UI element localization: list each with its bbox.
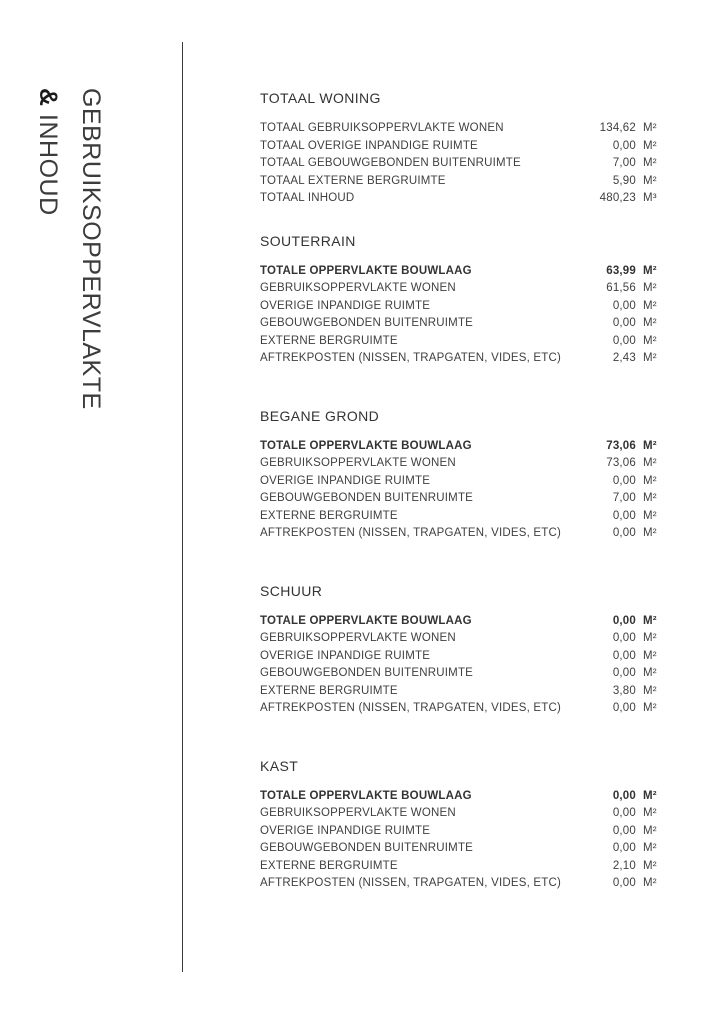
- measurement-row: [260, 525, 658, 543]
- row-unit: M²: [643, 439, 657, 452]
- row-label: AFTREKPOSTEN (NISSEN, TRAPGATEN, VIDES, ETC): [260, 877, 562, 889]
- section-totaal-woning: [260, 91, 658, 208]
- row-label: TOTAAL GEBRUIKSOPPERVLAKTE WONEN: [260, 122, 504, 134]
- row-unit: M²: [643, 649, 657, 662]
- measurement-row-total: [260, 613, 658, 631]
- row-label: OVERIGE INPANDIGE RUIMTE: [260, 824, 431, 837]
- row-label: EXTERNE BERGRUIMTE: [260, 684, 398, 697]
- row-unit: M²: [643, 474, 657, 487]
- measurement-row: [260, 805, 658, 823]
- row-unit: M²: [643, 457, 657, 469]
- row-value: 0,00: [612, 299, 636, 312]
- row-label: GEBRUIKSOPPERVLAKTE WONEN: [260, 632, 456, 644]
- row-label: GEBRUIKSOPPERVLAKTE WONEN: [260, 807, 456, 819]
- measurements-content: [260, 91, 658, 934]
- measurement-row: [260, 298, 658, 316]
- row-unit: M²: [643, 842, 657, 854]
- section-heading: BEGANE GROND: [260, 407, 380, 424]
- row-label: AFTREKPOSTEN (NISSEN, TRAPGATEN, VIDES, ETC): [260, 527, 562, 539]
- section-heading: TOTAAL WONING: [260, 90, 381, 106]
- row-value: 134,62: [599, 122, 636, 134]
- row-label: TOTAAL OVERIGE INPANDIGE RUIMTE: [260, 139, 478, 152]
- measurement-row: [260, 665, 658, 683]
- measurement-row: [260, 280, 658, 298]
- row-value: 0,00: [612, 789, 636, 802]
- row-value: 5,90: [612, 174, 636, 187]
- section-heading: SCHUUR: [260, 582, 323, 599]
- measurement-row-total: [260, 788, 658, 806]
- measurement-row: [260, 455, 658, 473]
- row-value: 480,23: [599, 192, 636, 204]
- section-schuur: [260, 584, 658, 718]
- section-rows: [260, 263, 658, 368]
- section-souterrain: [260, 234, 658, 368]
- section-rows: [260, 120, 658, 208]
- row-value: 0,00: [612, 139, 636, 152]
- row-label: GEBRUIKSOPPERVLAKTE WONEN: [260, 282, 456, 294]
- row-unit: M²: [643, 317, 657, 329]
- section-rows: [260, 788, 658, 893]
- row-value: 0,00: [612, 527, 636, 539]
- row-unit: M²: [643, 824, 657, 837]
- row-value: 3,80: [612, 684, 636, 697]
- measurement-row: [260, 875, 658, 893]
- row-unit: M²: [643, 282, 657, 294]
- row-label: TOTAAL INHOUD: [260, 192, 355, 204]
- row-label: GEBOUWGEBONDEN BUITENRUIMTE: [260, 317, 474, 329]
- page-title-line2-text: INHOUD: [34, 106, 62, 216]
- row-label: TOTALE OPPERVLAKTE BOUWLAAG: [260, 439, 472, 452]
- row-value: 73,06: [606, 439, 636, 452]
- section-heading: SOUTERRAIN: [260, 232, 356, 249]
- measurement-row: [260, 858, 658, 876]
- row-label: GEBOUWGEBONDEN BUITENRUIMTE: [260, 842, 474, 854]
- row-unit: M²: [643, 684, 657, 697]
- row-label: TOTAAL EXTERNE BERGRUIMTE: [260, 174, 446, 187]
- row-value: 0,00: [612, 614, 636, 627]
- measurement-row: [260, 173, 658, 191]
- row-value: 0,00: [612, 334, 636, 347]
- measurement-row: [260, 350, 658, 368]
- row-value: 0,00: [612, 649, 636, 662]
- row-unit: M²: [643, 789, 657, 802]
- row-label: TOTALE OPPERVLAKTE BOUWLAAG: [260, 614, 472, 627]
- row-unit: M²: [643, 702, 657, 714]
- row-unit: M²: [643, 299, 657, 312]
- section-rows: [260, 613, 658, 718]
- row-unit: M²: [643, 122, 657, 134]
- row-label: AFTREKPOSTEN (NISSEN, TRAPGATEN, VIDES, ETC): [260, 352, 562, 364]
- row-unit: M²: [643, 667, 657, 679]
- row-unit: M³: [643, 192, 657, 204]
- row-value: 0,00: [612, 317, 636, 329]
- row-label: EXTERNE BERGRUIMTE: [260, 859, 398, 872]
- section-kast: [260, 759, 658, 893]
- measurement-row: [260, 490, 658, 508]
- row-label: GEBRUIKSOPPERVLAKTE WONEN: [260, 457, 456, 469]
- measurement-row: [260, 823, 658, 841]
- page-title-vertical: [26, 88, 112, 648]
- row-value: 0,00: [612, 474, 636, 487]
- ampersand: &: [34, 88, 62, 107]
- measurement-row: [260, 508, 658, 526]
- row-label: GEBOUWGEBONDEN BUITENRUIMTE: [260, 667, 474, 679]
- row-label: OVERIGE INPANDIGE RUIMTE: [260, 299, 431, 312]
- measurement-row: [260, 155, 658, 173]
- row-value: 7,00: [612, 157, 636, 169]
- row-value: 0,00: [612, 807, 636, 819]
- row-unit: M²: [643, 264, 657, 277]
- row-value: 61,56: [606, 282, 636, 294]
- row-unit: M²: [643, 157, 657, 169]
- section-heading: KAST: [260, 757, 299, 774]
- row-label: OVERIGE INPANDIGE RUIMTE: [260, 474, 431, 487]
- measurement-row: [260, 630, 658, 648]
- row-unit: M²: [643, 174, 657, 187]
- measurement-row: [260, 683, 658, 701]
- row-unit: M²: [643, 352, 657, 364]
- row-value: 2,43: [612, 352, 636, 364]
- row-unit: M²: [643, 614, 657, 627]
- measurement-row: [260, 315, 658, 333]
- measurement-row: [260, 473, 658, 491]
- row-unit: M²: [643, 139, 657, 152]
- measurement-row: [260, 333, 658, 351]
- row-value: 0,00: [612, 702, 636, 714]
- row-label: TOTALE OPPERVLAKTE BOUWLAAG: [260, 789, 472, 802]
- vertical-divider: [182, 42, 183, 972]
- measurement-row-total: [260, 438, 658, 456]
- row-label: OVERIGE INPANDIGE RUIMTE: [260, 649, 431, 662]
- measurement-row: [260, 120, 658, 138]
- row-unit: M²: [643, 527, 657, 539]
- row-label: AFTREKPOSTEN (NISSEN, TRAPGATEN, VIDES, ETC): [260, 702, 562, 714]
- row-unit: M²: [643, 632, 657, 644]
- row-label: EXTERNE BERGRUIMTE: [260, 509, 398, 522]
- row-label: GEBOUWGEBONDEN BUITENRUIMTE: [260, 492, 474, 504]
- measurement-row: [260, 190, 658, 208]
- measurement-row: [260, 138, 658, 156]
- row-value: 7,00: [612, 492, 636, 504]
- row-unit: M²: [643, 859, 657, 872]
- row-value: 2,10: [612, 859, 636, 872]
- row-label: TOTALE OPPERVLAKTE BOUWLAAG: [260, 264, 472, 277]
- row-value: 0,00: [612, 667, 636, 679]
- row-value: 0,00: [612, 632, 636, 644]
- row-value: 0,00: [612, 842, 636, 854]
- row-unit: M²: [643, 492, 657, 504]
- measurement-row: [260, 840, 658, 858]
- section-rows: [260, 438, 658, 543]
- row-value: 0,00: [612, 824, 636, 837]
- row-label: EXTERNE BERGRUIMTE: [260, 334, 398, 347]
- page-title-line2: [26, 88, 69, 648]
- row-unit: M²: [643, 877, 657, 889]
- measurement-row-total: [260, 263, 658, 281]
- row-label: TOTAAL GEBOUWGEBONDEN BUITENRUIMTE: [260, 157, 521, 169]
- section-begane-grond: [260, 409, 658, 543]
- measurement-row: [260, 700, 658, 718]
- row-value: 0,00: [612, 877, 636, 889]
- row-unit: M²: [643, 807, 657, 819]
- row-unit: M²: [643, 509, 657, 522]
- row-value: 63,99: [606, 264, 636, 277]
- row-value: 73,06: [606, 457, 636, 469]
- measurement-row: [260, 648, 658, 666]
- page-title-line1: GEBRUIKSOPPERVLAKTE: [77, 88, 105, 410]
- row-value: 0,00: [612, 509, 636, 522]
- row-unit: M²: [643, 334, 657, 347]
